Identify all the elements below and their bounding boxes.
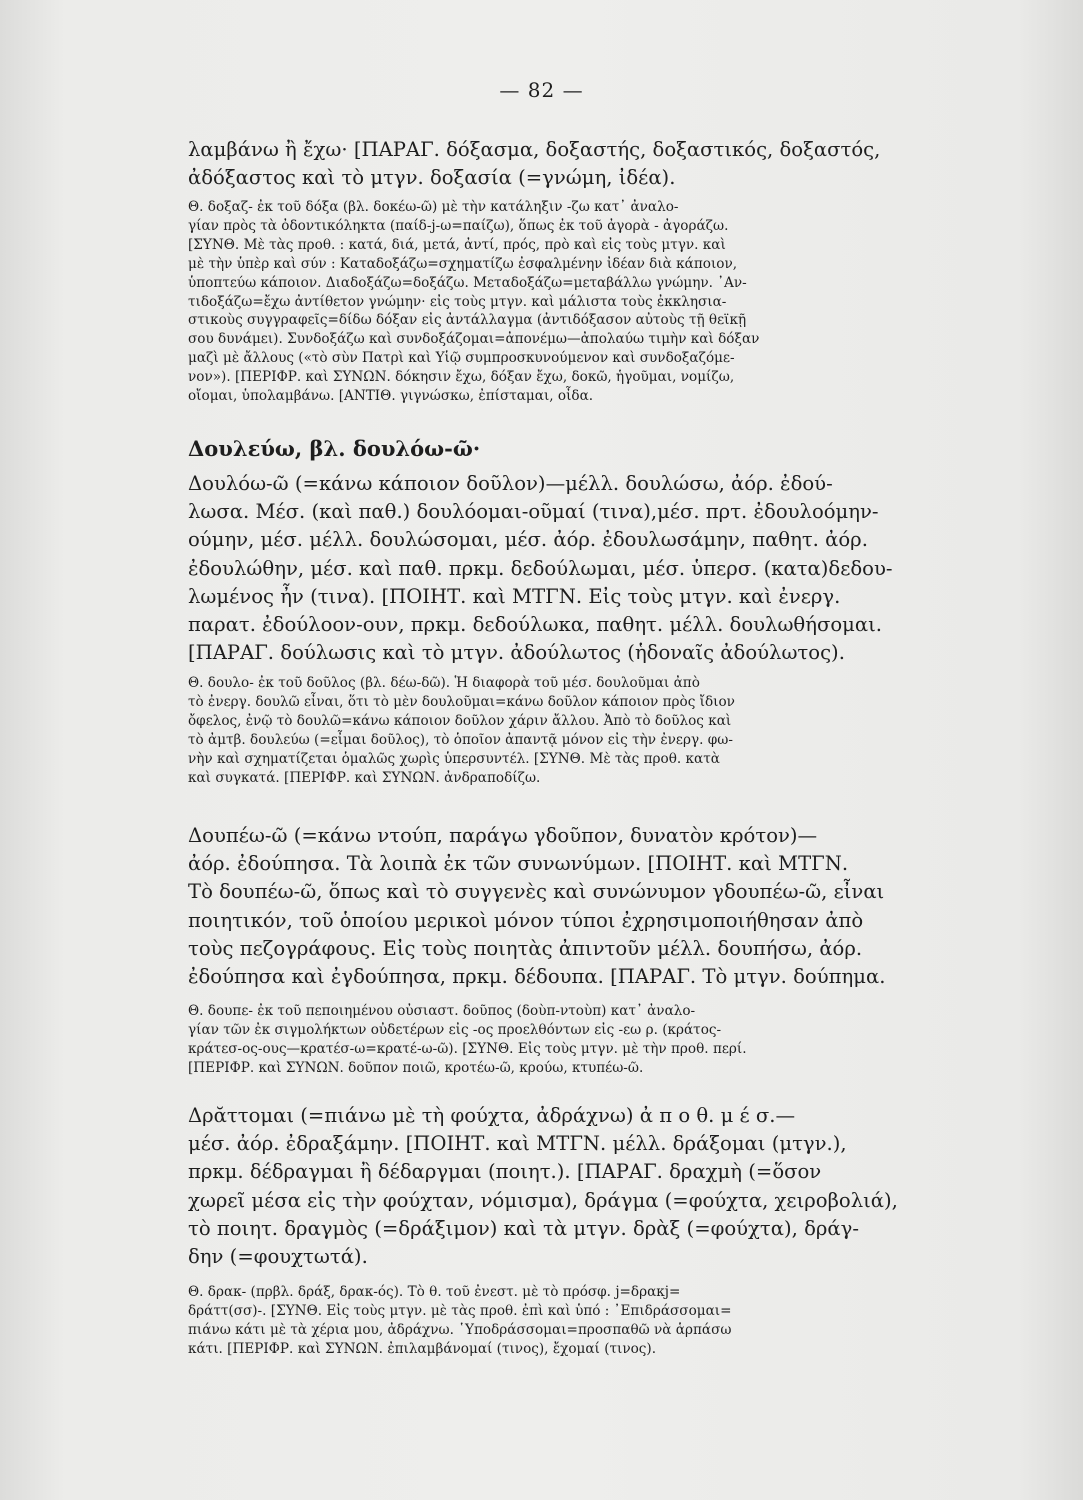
text-line: [ΣΥΝΘ. Μὲ τὰς προθ. : κατά, διά, μετά, ἀντί, πρός, πρὸ καὶ εἰς τοὺς μτγν. καὶ <box>188 236 726 253</box>
text-line: Θ. δουπε- ἐκ τοῦ πεποιημένου οὐσιαστ. δοῦπος (δοὺπ-ντοὺπ) κατ᾽ ἀναλο- <box>188 1003 696 1019</box>
text-line: Θ. δρακ- (πρβλ. δράξ, δρακ-ός). Τὸ θ. τοῦ ἐνεστ. μὲ τὸ πρόσφ. j=δρακj= <box>188 1284 681 1300</box>
text-line: λωσα. Μέσ. (καὶ παθ.) δουλόομαι-οῦμαί (τινα),μέσ. πρτ. ἐδουλοόμην- <box>188 500 879 524</box>
entry-douloo <box>188 470 1068 667</box>
text-line: ποιητικόν, τοῦ ὁποίου μερικοὶ μόνον τύποι ἐχρησιμοποιήθησαν ἀπὸ <box>188 908 864 932</box>
text-line: οἴομαι, ὑπολαμβάνω. [ΑΝΤΙΘ. γιγνώσκω, ἐπίσταμαι, οἶδα. <box>188 388 594 405</box>
text-line: μαζὶ μὲ ἄλλους («τὸ σὺν Πατρὶ καὶ Υἱῷ συμπροσκυνούμενον καὶ συνδοξαζόμε- <box>188 350 735 367</box>
text-line: Θ. δοξαζ- ἐκ τοῦ δόξα (βλ. δοκέω-ῶ) μὲ τὴν κατάληξιν -ζω κατ᾽ ἀναλο- <box>188 199 679 215</box>
etymology-doupeo <box>188 1002 1068 1078</box>
text-line: τιδοξάζω=ἔχω ἀντίθετον γνώμην· εἰς τοὺς μτγν. καὶ μάλιστα τοὺς ἐκκλησια- <box>188 293 727 310</box>
text-line: Δουλόω-ῶ (=κάνω κάποιον δοῦλον)—μέλλ. δουλώσω, ἀόρ. ἐδού- <box>188 472 833 495</box>
text-line: μὲ τὴν ὑπὲρ καὶ σύν : Καταδοξάζω=σχηματίζω ἐσφαλμένην ἰδέαν διὰ κάποιον, <box>188 255 738 272</box>
text-line: ἐδουλώθην, μέσ. καὶ παθ. πρκμ. δεδούλωμαι, μέσ. ὑπερσ. (κατα)δεδου- <box>188 556 893 580</box>
text-line: ὄφελος, ἐνῷ τὸ δουλῶ=κάνω κάποιον δοῦλον χάριν ἄλλου. Ἀπὸ τὸ δοῦλος καὶ <box>188 712 732 729</box>
text-line: [ΠΑΡΑΓ. δούλωσις καὶ τὸ μτγν. ἀδούλωτος (ἡδοναῖς ἀδούλωτος). <box>188 641 845 665</box>
entry-doupeo <box>188 822 1068 991</box>
text-line: ἀόρ. ἐδούπησα. Τὰ λοιπὰ ἐκ τῶν συνωνύμων. [ΠΟΙΗΤ. καὶ ΜΤΓΝ. <box>188 852 849 876</box>
text-line: πιάνω κάτι μὲ τὰ χέρια μου, ἀδράχνω. ῾Υποδράσσομαι=προσπαθῶ νὰ ἁρπάσω <box>188 1321 732 1338</box>
text-line: δην (=φουχτωτά). <box>188 1245 368 1269</box>
text-line: γίαν πρὸς τὰ ὀδοντικόληκτα (παίδ-j-ω=παίζω), ὅπως ἐκ τοῦ ἀγορὰ - ἀγοράζω. <box>188 217 729 234</box>
text-line: τὸ ἐνεργ. δουλῶ εἶναι, ὅτι τὸ μὲν δουλοῦμαι=κάνω δοῦλον κάποιον πρὸς ἴδιον <box>188 693 735 710</box>
etymology-drattomai <box>188 1283 1068 1359</box>
text-line: δράττ(σσ)-. [ΣΥΝΘ. Εἰς τοὺς μτγν. μὲ τὰς προθ. ἐπὶ καὶ ὑπό : ᾽Επιδράσσομαι= <box>188 1302 732 1319</box>
text-line: λωμένος ἦν (τινα). [ΠΟΙΗΤ. καὶ ΜΤΓΝ. Εἰς τοὺς μτγν. καὶ ἐνεργ. <box>188 584 841 608</box>
etymology-doxazo <box>188 198 1068 406</box>
text-line: ἀδόξαστος καὶ τὸ μτγν. δοξασία (=γνώμη, ἰδέα). <box>188 166 676 190</box>
text-line: ούμην, μέσ. μέλλ. δουλώσομαι, μέσ. ἀόρ. ἐδουλωσάμην, παθητ. ἀόρ. <box>188 528 868 552</box>
text-line: Θ. δουλο- ἐκ τοῦ δοῦλος (βλ. δέω-δῶ). Ἡ διαφορὰ τοῦ μέσ. δουλοῦμαι ἀπὸ <box>188 675 700 691</box>
text-line: Δουπέω-ῶ (=κάνω ντούπ, παράγω γδοῦπον, δυνατὸν κρότον)— <box>188 824 818 847</box>
text-line: μέσ. ἀόρ. ἐδραξάμην. [ΠΟΙΗΤ. καὶ ΜΤΓΝ. μέλλ. δράξομαι (μτγν.), <box>188 1132 847 1156</box>
entry-drattomai <box>188 1102 1068 1271</box>
text-line: χωρεῖ μέσα εἰς τὴν φούχταν, νόμισμα), δράγμα (=φούχτα, χειροβολιά), <box>188 1188 898 1212</box>
text-line: Τὸ δουπέω-ῶ, ὅπως καὶ τὸ συγγενὲς καὶ συνώνυμον γδουπέω-ῶ, εἶναι <box>188 880 885 904</box>
text-line: νὴν καὶ σχηματίζεται ὁμαλῶς χωρὶς ὑπερσυντέλ. [ΣΥΝΘ. Μὲ τὰς προθ. κατὰ <box>188 750 720 767</box>
text-line: [ΠΕΡΙΦΡ. καὶ ΣΥΝΩΝ. δοῦπον ποιῶ, κροτέω-ῶ, κρούω, κτυπέω-ῶ. <box>188 1059 644 1076</box>
etymology-douloo <box>188 674 1068 787</box>
text-line: στικοὺς συγγραφεῖς=δίδω δόξαν εἰς ἀντάλλαγμα (ἀντιδόξασον αὐτοὺς τῇ θεϊκῇ <box>188 312 747 329</box>
text-line: καὶ συγκατά. [ΠΕΡΙΦΡ. καὶ ΣΥΝΩΝ. ἀνδραποδίζω. <box>188 769 541 786</box>
text-line: λαμβάνω ἢ ἔχω· [ΠΑΡΑΓ. δόξασμα, δοξαστής, δοξαστικός, δοξαστός, <box>188 138 881 161</box>
text-line: κάτι. [ΠΕΡΙΦΡ. καὶ ΣΥΝΩΝ. ἐπιλαμβάνομαί (τινος), ἔχομαί (τινος). <box>188 1340 657 1357</box>
text-line: σου δυνάμει). Συνδοξάζω καὶ συνδοξάζομαι=ἀπονέμω—ἀπολαύω τιμὴν καὶ δόξαν <box>188 331 760 348</box>
entry-douleuo-heading: Δουλεύω, βλ. δουλόω-ῶ· <box>188 436 481 461</box>
text-line: τοὺς πεζογράφους. Εἰς τοὺς ποιητὰς ἀπιντοῦν μέλλ. δουπήσω, ἀόρ. <box>188 936 863 960</box>
text-line: τὸ ἀμτβ. δουλεύω (=εἶμαι δοῦλος), τὸ ὁποῖον ἀπαντᾷ μόνον εἰς τὴν ἐνεργ. φω- <box>188 731 733 748</box>
entry-doxazo-continuation <box>188 136 1068 192</box>
text-line: ὑποπτεύω κάποιον. Διαδοξάζω=δοξάζω. Μεταδοξάζω=μεταβάλλω γνώμην. ᾽Αν- <box>188 274 747 291</box>
text-line: Δρᾰττομαι (=πιάνω μὲ τὴ φούχτα, ἀδράχνω) ἀ π ο θ. μ έ σ.— <box>188 1104 796 1127</box>
text-line: κράτεσ-ος-ους—κρατέσ-ω=κρατέ-ω-ῶ). [ΣΥΝΘ. Εἰς τοὺς μτγν. μὲ τὴν προθ. περί. <box>188 1040 747 1057</box>
text-line: ἐδούπησα καὶ ἐγδούπησα, πρκμ. δέδουπα. [ΠΑΡΑΓ. Τὸ μτγν. δούπημα. <box>188 965 886 989</box>
text-line: γίαν τῶν ἐκ σιγμολήκτων οὐδετέρων εἰς -ος προελθόντων εἰς -εω ρ. (κράτος- <box>188 1021 722 1038</box>
text-line: παρατ. ἐδούλοον-ουν, πρκμ. δεδούλωκα, παθητ. μέλλ. δουλωθήσομαι. <box>188 613 883 637</box>
page-number: — 82 — <box>499 78 584 102</box>
text-line: πρκμ. δέδραγμαι ἢ δέδαργμαι (ποιητ.). [ΠΑΡΑΓ. δραχμὴ (=ὅσον <box>188 1160 822 1184</box>
text-line: νον»). [ΠΕΡΙΦΡ. καὶ ΣΥΝΩΝ. δόκησιν ἔχω, δόξαν ἔχω, δοκῶ, ἡγοῦμαι, νομίζω, <box>188 369 735 386</box>
text-line: τὸ ποιητ. δραγμὸς (=δράξιμον) καὶ τὰ μτγν. δρὰξ (=φούχτα), δράγ- <box>188 1216 859 1240</box>
